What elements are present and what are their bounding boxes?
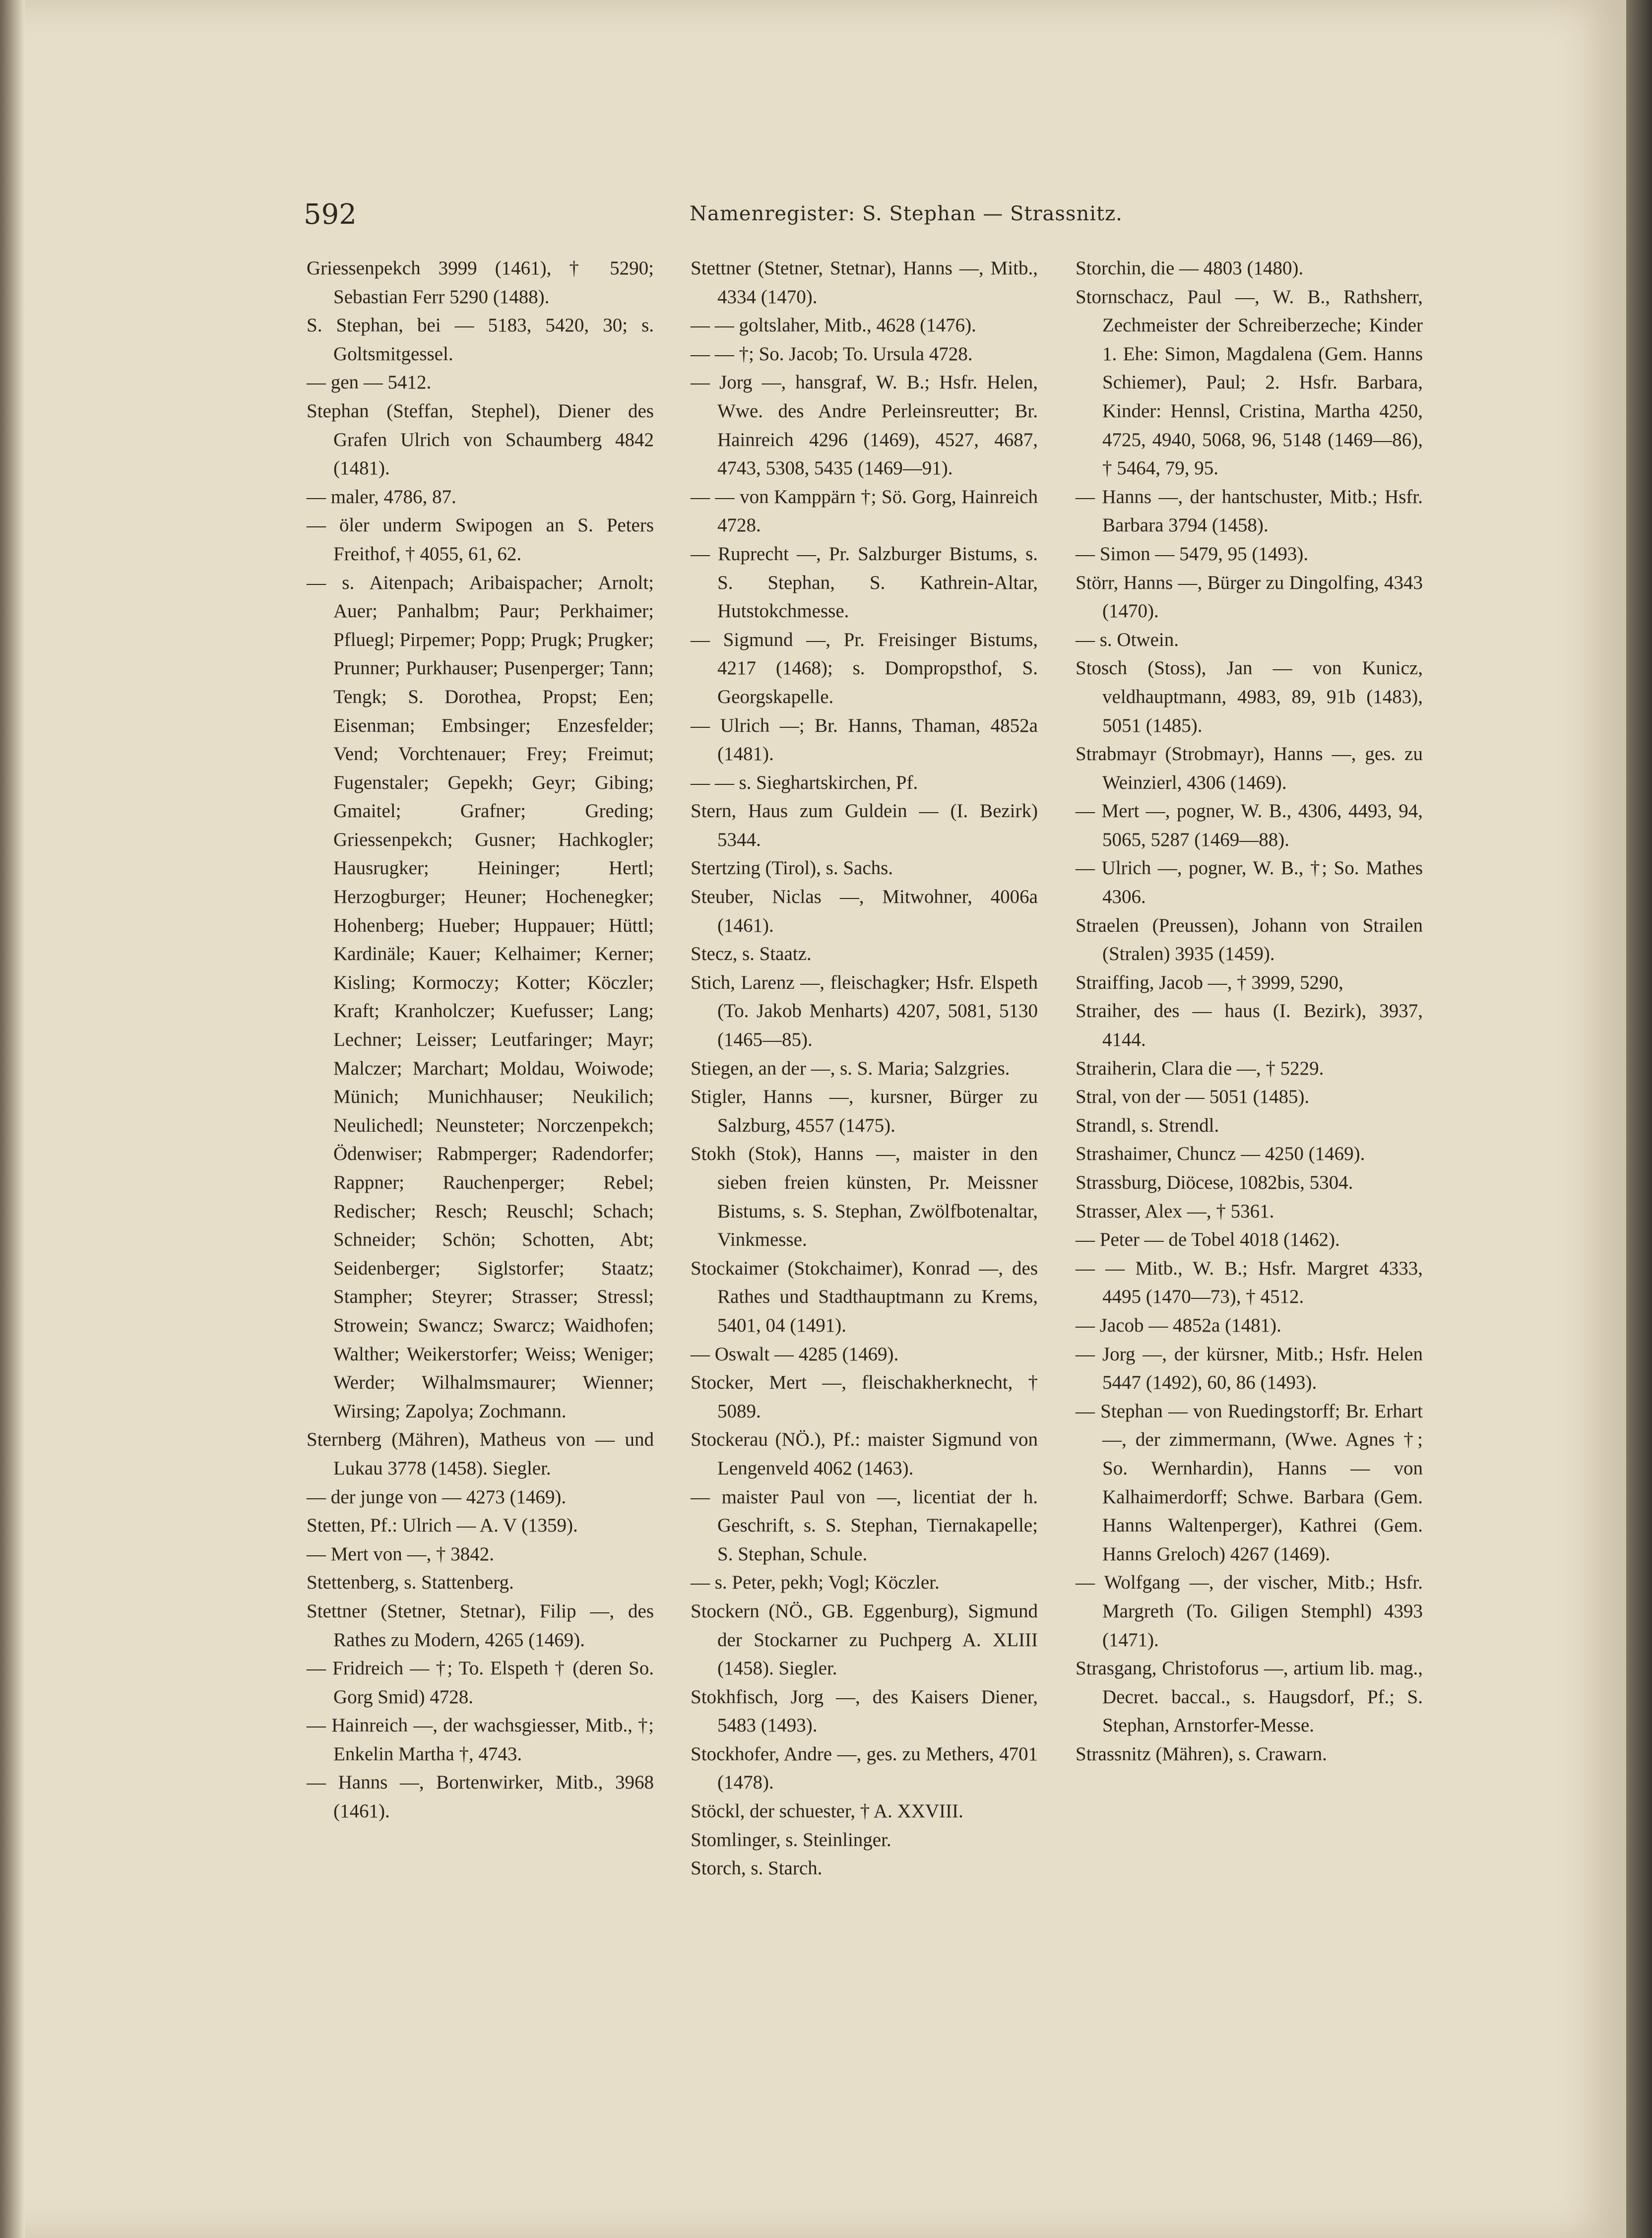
index-entry: Strasgang, Christoforus —, artium lib. mag., Decret. baccal., s. Haugsdorf, Pf.; S. Stephan, Arnstorfer-Messe. (1076, 1658, 1423, 1736)
index-column-1 (307, 254, 654, 1826)
index-entry: Stecz, s. Staatz. (691, 943, 812, 965)
index-entry: — Jacob — 4852a (1481). (1076, 1314, 1281, 1336)
index-entry: Straelen (Preussen), Johann von Strailen (Stralen) 3935 (1459). (1076, 914, 1423, 965)
index-entry: — Jorg —, hansgraf, W. B.; Hsfr. Helen, Wwe. des Andre Perleinsreutter; Br. Hainreich 4296 (1469), 4527, 4687, 4743, 5308, 5435 (1469—91). (691, 372, 1038, 479)
index-entry: Stockerau (NÖ.), Pf.: maister Sigmund von Lengenveld 4062 (1463). (691, 1429, 1038, 1479)
index-entry: — öler underm Swipogen an S. Peters Freithof, † 4055, 61, 62. (307, 514, 654, 565)
index-entry: Stephan (Steffan, Stephel), Diener des Grafen Ulrich von Schaumberg 4842 (1481). (307, 400, 654, 479)
index-entry: Strassnitz (Mähren), s. Crawarn. (1076, 1743, 1327, 1765)
index-entry: Stigler, Hanns —, kursner, Bürger zu Salzburg, 4557 (1475). (691, 1086, 1038, 1136)
index-entry: — — goltslaher, Mitb., 4628 (1476). (691, 315, 976, 336)
index-entry: — maler, 4786, 87. (307, 486, 456, 508)
index-entry: Straiherin, Clara die —, † 5229. (1076, 1057, 1324, 1079)
index-entry: Griessenpekch 3999 (1461), † 5290; Sebastian Ferr 5290 (1488). (307, 257, 654, 308)
index-entry: Stich, Larenz —, fleischagker; Hsfr. Elspeth (To. Jakob Menharts) 4207, 5081, 5130 (1465—85). (691, 971, 1038, 1051)
index-column-3 (1076, 254, 1423, 1768)
index-entry: Straiher, des — haus (I. Bezirk), 3937, 4144. (1076, 1000, 1423, 1051)
index-entry: Storchin, die — 4803 (1480). (1076, 257, 1304, 279)
index-entry: — Sigmund —, Pr. Freisinger Bistums, 4217 (1468); s. Dompropsthof, S. Georgskapelle. (691, 629, 1038, 707)
index-entry: Stockern (NÖ., GB. Eggenburg), Sigmund der Stockarner zu Puchperg A. XLIII (1458). Siegler. (691, 1600, 1038, 1679)
index-entry: — Hainreich —, der wachsgiesser, Mitb., †; Enkelin Martha †, 4743. (307, 1715, 654, 1765)
index-entry: — — s. Sieghartskirchen, Pf. (691, 771, 918, 793)
index-entry: — gen — 5412. (307, 372, 432, 393)
index-entry: Stral, von der — 5051 (1485). (1076, 1086, 1310, 1108)
index-entry: — Stephan — von Ruedingstorff; Br. Erhart —, der zimmermann, (Wwe. Agnes †; So. Wernhardin), Hanns — von Kalhaimerdorff; Schwe. Barbara (Gem. Hanns Waltenperger), Kathrei (Gem. Hanns Greloch) 4267 (1469). (1076, 1400, 1423, 1565)
index-entry: — — von Kamppärn †; Sö. Gorg, Hainreich 4728. (691, 486, 1038, 536)
index-entry: Stettner (Stetner, Stetnar), Hanns —, Mitb., 4334 (1470). (691, 257, 1038, 308)
index-entry: — s. Aitenpach; Aribaispacher; Arnolt; Auer; Panhalbm; Paur; Perkhaimer; Pfluegl; Pirpemer; Popp; Prugk; Prugker; Prunner; Purkhauser; Pusenperger; Tann; Tengk; S. Dorothea, Propst; Een; Eisenman; Embsinger; Enzesfelder; Vend; Vorchtenauer; Frey; Freimut; Fugenstaler; Gepekh; Geyr; Gibing; Gmaitel; Grafner; Greding; Griessenpekch; Gusner; Hachkogler; Hausrugker; Heininger; Hertl; Herzogburger; Heuner; Hochenegker; Hohenberg; Hueber; Huppauer; Hüttl; Kardinäle; Kauer; Kelhaimer; Kerner; Kisling; Kormoczy; Kotter; Köczler; Kraft; Kranholczer; Kuefusser; Lang; Lechner; Leisser; Leutfaringer; Mayr; Malczer; Marchart; Moldau, Woiwode; Münich; Munichhauser; Neukilich; Neulichedl; Neunsteter; Norczenpekch; Ödenwiser; Rabmperger; Radendorfer; Rappner; Rauchenperger; Rebel; Redischer; Resch; Reuschl; Schach; Schneider; Schön; Schotten, Abt; Seidenberger; Siglstorfer; Staatz; Stampher; Steyrer; Strasser; Stressl; Strowein; Swancz; Swarcz; Waidhofen; Walther; Weikerstorfer; Weiss; Weniger; Werder; Wilhalmsmaurer; Wienner; Wirsing; Zapolya; Zochmann. (307, 572, 654, 1422)
page-edge-shadow (1626, 0, 1652, 2238)
index-entry: Stettenberg, s. Stattenberg. (307, 1572, 514, 1594)
index-entry: — — †; So. Jacob; To. Ursula 4728. (691, 343, 973, 365)
index-entry: Stokh (Stok), Hanns —, maister in den sieben freien künsten, Pr. Meissner Bistums, s. S. Stephan, Zwölfbotenaltar, Vinkmesse. (691, 1143, 1038, 1251)
index-column-2 (691, 254, 1038, 1883)
index-entry: — maister Paul von —, licentiat der h. Geschrift, s. S. Stephan, Tiernakapelle; S. Stephan, Schule. (691, 1486, 1038, 1565)
running-head: Namenregister: S. Stephan — Strassnitz. (690, 202, 1123, 225)
index-entry: — Peter — de Tobel 4018 (1462). (1076, 1229, 1340, 1251)
index-entry: Stocker, Mert —, fleischakherknecht, † 5089. (691, 1372, 1038, 1422)
index-entry: Stiegen, an der —, s. S. Maria; Salzgries. (691, 1057, 1010, 1079)
index-entry: Stettner (Stetner, Stetnar), Filip —, des Rathes zu Modern, 4265 (1469). (307, 1600, 654, 1651)
index-entry: — Wolfgang —, der vischer, Mitb.; Hsfr. Margreth (To. Giligen Stemphl) 4393 (1471). (1076, 1572, 1423, 1651)
index-entry: Strashaimer, Chuncz — 4250 (1469). (1076, 1143, 1365, 1165)
index-entry: Strasser, Alex —, † 5361. (1076, 1200, 1274, 1222)
binding-edge (0, 0, 25, 2238)
index-entry: — Hanns —, Bortenwirker, Mitb., 3968 (1461). (307, 1772, 654, 1822)
index-entry: Stomlinger, s. Steinlinger. (691, 1829, 891, 1851)
index-entry: — Ulrich —, pogner, W. B., †; So. Mathes 4306. (1076, 857, 1423, 908)
index-entry: — s. Peter, pekh; Vogl; Köczler. (691, 1572, 940, 1594)
index-entry: Stertzing (Tirol), s. Sachs. (691, 857, 893, 879)
index-entry: S. Stephan, bei — 5183, 5420, 30; s. Goltsmitgessel. (307, 315, 654, 365)
index-entry: Störr, Hanns —, Bürger zu Dingolfing, 4343 (1470). (1076, 572, 1423, 622)
index-entry: Sternberg (Mähren), Matheus von — und Lukau 3778 (1458). Siegler. (307, 1429, 654, 1479)
index-entry: Strabmayr (Strobmayr), Hanns —, ges. zu Weinzierl, 4306 (1469). (1076, 743, 1423, 793)
index-entry: — Ulrich —; Br. Hanns, Thaman, 4852a (1481). (691, 714, 1038, 765)
index-entry: Strassburg, Diöcese, 1082bis, 5304. (1076, 1172, 1353, 1193)
index-entry: Stornschacz, Paul —, W. B., Rathsherr, Zechmeister der Schreiberzeche; Kinder 1. Ehe: Simon, Magdalena (Gem. Hanns Schiemer), Paul; 2. Hsfr. Barbara, Kinder: Hennsl, Cristina, Martha 4250, 4725, 4940, 5068, 96, 5148 (1469—86), † 5464, 79, 95. (1076, 286, 1423, 479)
index-entry: Stockhofer, Andre —, ges. zu Methers, 4701 (1478). (691, 1743, 1038, 1793)
index-entry: Stöckl, der schuester, † A. XXVIII. (691, 1800, 963, 1822)
page-number: 592 (304, 198, 357, 231)
index-entry: Storch, s. Starch. (691, 1857, 823, 1879)
index-entry: Strandl, s. Strendl. (1076, 1114, 1219, 1136)
index-entry: — Oswalt — 4285 (1469). (691, 1343, 899, 1365)
index-entry: Stokhfisch, Jorg —, des Kaisers Diener, 5483 (1493). (691, 1686, 1038, 1736)
index-entry: — Mert —, pogner, W. B., 4306, 4493, 94, 5065, 5287 (1469—88). (1076, 800, 1423, 850)
index-entry: — s. Otwein. (1076, 629, 1179, 650)
index-entry: Steuber, Niclas —, Mitwohner, 4006a (1461). (691, 886, 1038, 936)
index-entry: — Jorg —, der kürsner, Mitb.; Hsfr. Helen 5447 (1492), 60, 86 (1493). (1076, 1343, 1423, 1394)
index-entry: Stern, Haus zum Guldein — (I. Bezirk) 5344. (691, 800, 1038, 850)
index-entry: — der junge von — 4273 (1469). (307, 1486, 567, 1508)
index-entry: — — Mitb., W. B.; Hsfr. Margret 4333, 4495 (1470—73), † 4512. (1076, 1257, 1423, 1308)
index-entry: — Fridreich — †; To. Elspeth † (deren So. Gorg Smid) 4728. (307, 1658, 654, 1708)
index-entry: Straiffing, Jacob —, † 3999, 5290, (1076, 971, 1343, 993)
index-entry: — Ruprecht —, Pr. Salzburger Bistums, s. S. Stephan, S. Kathrein-Altar, Hutstokchmesse. (691, 543, 1038, 622)
index-entry: — Mert von —, † 3842. (307, 1543, 495, 1565)
index-entry: Stosch (Stoss), Jan — von Kunicz, veldhauptmann, 4983, 89, 91b (1483), 5051 (1485). (1076, 657, 1423, 736)
index-entry: Stockaimer (Stokchaimer), Konrad —, des Rathes und Stadthauptmann zu Krems, 5401, 04 (1491). (691, 1257, 1038, 1336)
index-entry: — Simon — 5479, 95 (1493). (1076, 543, 1309, 565)
index-entry: — Hanns —, der hantschuster, Mitb.; Hsfr. Barbara 3794 (1458). (1076, 486, 1423, 536)
index-entry: Stetten, Pf.: Ulrich — A. V (1359). (307, 1515, 578, 1536)
